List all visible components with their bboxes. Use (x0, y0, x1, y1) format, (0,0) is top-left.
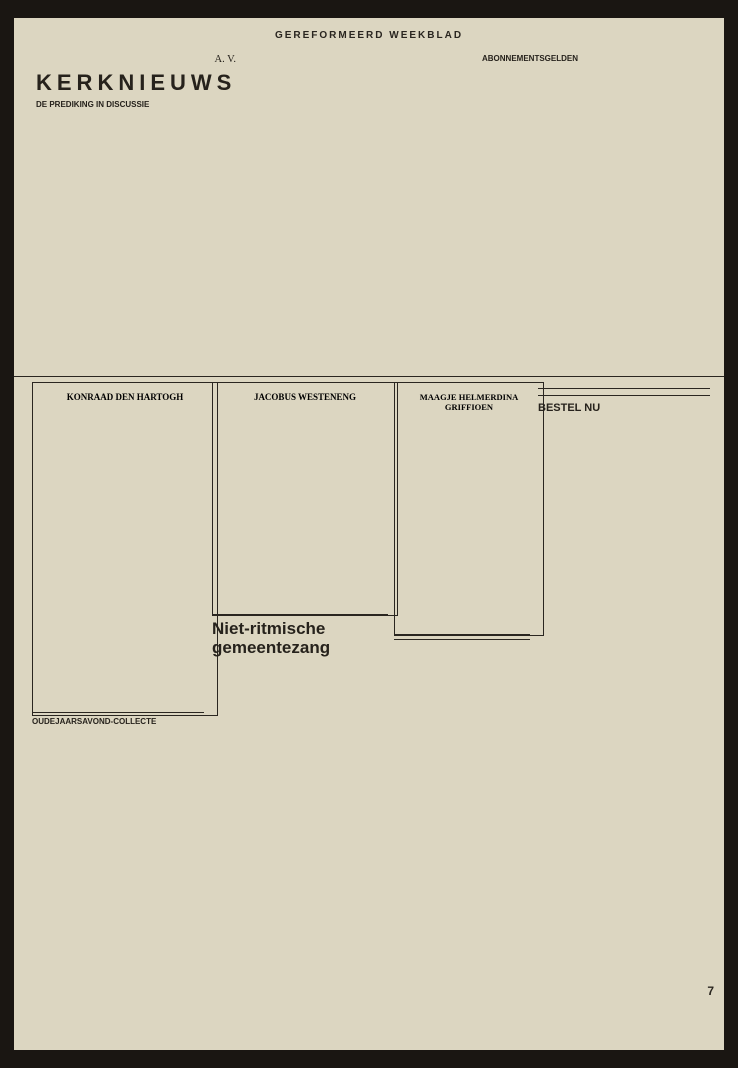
ritme-title: Niet-ritmische gemeentezang (212, 619, 331, 657)
masthead: GEREFORMEERD WEEKBLAD (274, 30, 464, 41)
prediking-heading: DE PREDIKING IN DISCUSSIE (36, 100, 150, 109)
page-number: 7 (707, 984, 714, 998)
top-middle-column (250, 50, 468, 372)
family-notice-griffioen (394, 382, 544, 636)
notice3-name: MAAGJE HELMERDINA GRIFFIOEN (419, 392, 519, 412)
top-left-column (36, 50, 236, 372)
family-notice-westeneng (212, 382, 398, 616)
intro-signature: A. V. (214, 54, 236, 65)
top-right-column (482, 50, 708, 372)
advert-divider (538, 395, 710, 396)
abonnement-heading: ABONNEMENTSGELDEN (482, 54, 579, 63)
hulp-and-ritme-column (212, 610, 388, 994)
notice1-name: KONRAAD DEN HARTOGH (66, 392, 184, 402)
advert-divider (538, 388, 710, 389)
bookshop-advert-column (538, 382, 710, 982)
notice2-name: JACOBUS WESTENENG (253, 392, 357, 402)
oudejaars-heading: OUDEJAARSAVOND-COLLECTE (32, 717, 157, 726)
oudejaarsavond-collecte (32, 712, 204, 994)
classifieds-column (394, 630, 530, 994)
section-divider (14, 376, 724, 377)
family-notice-den-hartogh (32, 382, 218, 716)
newspaper-page (14, 18, 724, 1050)
kerknieuws-heading: KERKNIEUWS (36, 70, 236, 95)
bestel-heading: BESTEL NU (538, 402, 601, 414)
